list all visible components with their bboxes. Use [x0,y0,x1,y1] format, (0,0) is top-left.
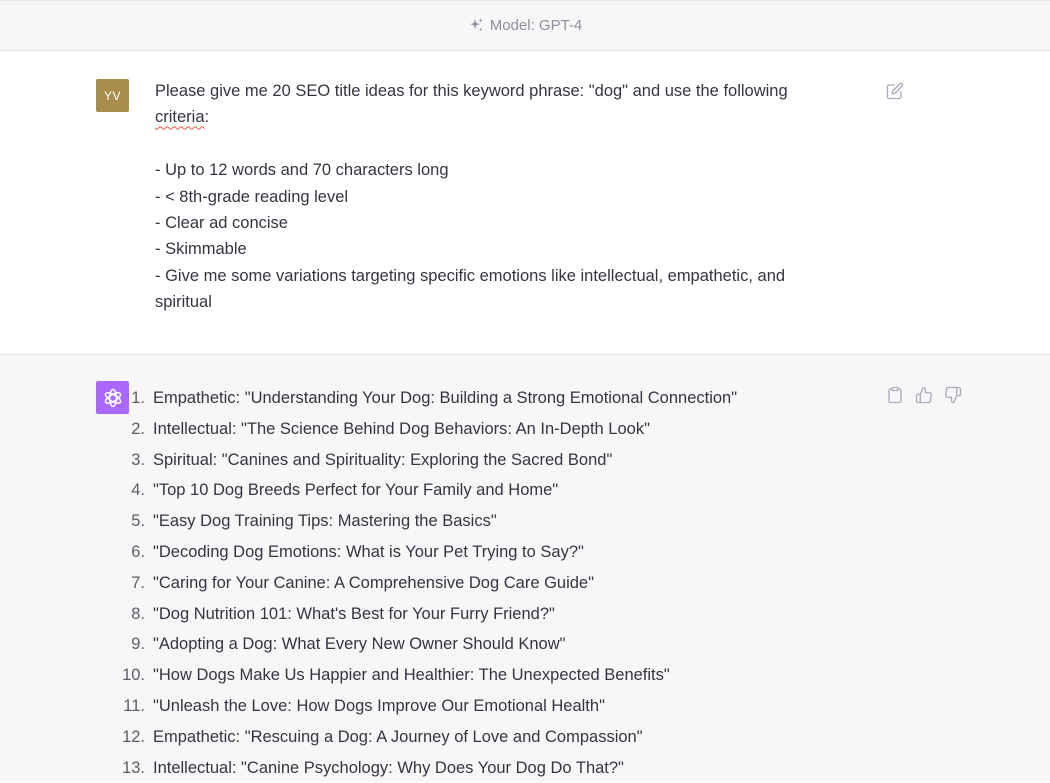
list-number: 2. [131,419,145,438]
user-message-punct: : [204,108,210,127]
list-number: 11. [123,696,145,715]
criteria-line: - Up to 12 words and 70 characters long [155,161,449,180]
list-text: "Unleash the Love: How Dogs Improve Our Emotional Health" [153,696,605,715]
list-text: Empathetic: "Rescuing a Dog: A Journey of Love and Compassion" [153,727,643,746]
blank-line [155,131,845,157]
criteria-line: - < 8th-grade reading level [155,187,349,206]
misspelled-word: criteria [155,108,205,127]
criteria-line: - Skimmable [155,240,247,259]
criteria-line: spiritual [155,293,212,312]
message-actions [886,386,962,404]
list-text: "Easy Dog Training Tips: Mastering the Basics" [153,512,497,531]
list-item [100,568,737,599]
list-number: 13. [122,758,145,777]
list-item [100,599,737,630]
thumbs-up-icon[interactable] [915,386,933,404]
list-number: 8. [131,604,145,623]
list-item [100,629,737,660]
list-text: Intellectual: "Canine Psychology: Why Does Your Dog Do That?" [153,758,624,777]
list-text: "Adopting a Dog: What Every New Owner Should Know" [153,635,566,654]
model-label: Model: GPT-4 [489,17,583,34]
clipboard-icon[interactable] [886,386,904,404]
list-item [100,753,737,783]
user-avatar-initials: YV [103,88,121,103]
list-item [100,414,737,445]
assistant-message [0,355,1050,782]
list-text: "Dog Nutrition 101: What's Best for Your Furry Friend?" [153,604,555,623]
list-number: 9. [131,635,145,654]
list-text: Empathetic: "Understanding Your Dog: Building a Strong Emotional Connection" [153,389,738,407]
list-number: 5. [131,512,145,531]
user-message-line [155,104,845,130]
criteria-line: - Give me some variations targeting specific emotions like intellectual, empathetic, and [155,266,786,285]
list-number: 6. [131,542,145,561]
list-item [100,445,737,476]
list-text: "Top 10 Dog Breeds Perfect for Your Family and Home" [153,481,559,500]
list-text: "How Dogs Make Us Happier and Healthier: The Unexpected Benefits" [153,666,670,685]
title-ideas-list [100,383,737,783]
sparkle-icon [468,17,485,34]
list-item [100,660,737,691]
list-number: 12. [122,727,145,746]
model-header [0,0,1050,51]
list-number: 4. [131,481,145,500]
list-item [100,475,737,506]
list-number: 7. [131,573,145,592]
edit-icon[interactable] [886,82,904,100]
thumbs-down-icon[interactable] [944,386,962,404]
list-item [100,722,737,753]
list-text: Intellectual: "The Science Behind Dog Behaviors: An In-Depth Look" [153,419,650,438]
criteria-line: - Clear ad concise [155,214,288,233]
list-text: "Caring for Your Canine: A Comprehensive Dog Care Guide" [153,573,594,592]
list-item [100,691,737,722]
list-number: 1. [131,389,145,407]
user-message-line: Please give me 20 SEO title ideas for this keyword phrase: "dog" and use the following [155,82,788,100]
user-avatar [96,79,129,112]
list-item [100,383,737,414]
list-text: "Decoding Dog Emotions: What is Your Pet Trying to Say?" [153,542,584,561]
list-item [100,537,737,568]
user-message-text [155,78,845,316]
list-number: 3. [131,450,145,469]
list-text: Spiritual: "Canines and Spirituality: Exploring the Sacred Bond" [153,450,613,469]
user-message [0,51,1050,355]
list-number: 10. [122,666,145,685]
list-item [100,506,737,537]
